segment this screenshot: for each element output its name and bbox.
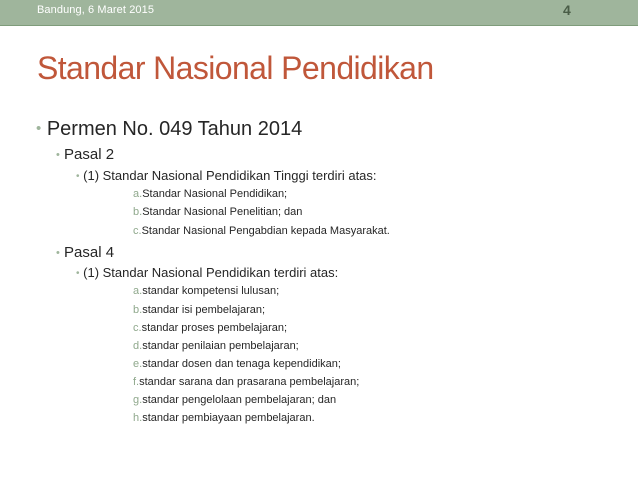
bullet-icon: • <box>56 149 60 161</box>
list-marker: c. <box>133 322 142 334</box>
list-item <box>133 188 287 200</box>
list-item <box>133 376 359 388</box>
page-number: 4 <box>563 2 571 18</box>
slide-title: Standar Nasional Pendidikan <box>37 50 434 86</box>
list-marker: f. <box>133 376 140 388</box>
list-text: standar kompetensi lulusan; <box>142 285 280 297</box>
list-marker: g. <box>133 394 143 406</box>
list-item <box>133 225 390 237</box>
list-marker: d. <box>133 340 143 352</box>
bullet-permen <box>36 118 302 141</box>
list-text: standar pengelolaan pembelajaran; dan <box>142 394 337 406</box>
bullet-text: (1) Standar Nasional Pendidikan terdiri atas: <box>83 265 339 280</box>
bullet-text: Pasal 2 <box>64 146 115 163</box>
list-text: Standar Nasional Pengabdian kepada Masyarakat. <box>141 225 390 237</box>
list-marker: b. <box>133 206 143 218</box>
list-text: Standar Nasional Penelitian; dan <box>142 206 303 218</box>
bullet-icon: • <box>76 171 80 182</box>
list-marker: b. <box>133 304 143 316</box>
list-item <box>133 340 299 352</box>
list-item <box>133 304 265 316</box>
list-text: standar isi pembelajaran; <box>142 304 266 316</box>
bullet-text: Pasal 4 <box>64 244 115 261</box>
list-marker: c. <box>133 225 142 237</box>
bullet-icon: • <box>56 247 60 259</box>
header-date: Bandung, 6 Maret 2015 <box>37 4 155 16</box>
bullet-text: Permen No. 049 Tahun 2014 <box>46 118 303 140</box>
header-divider <box>0 25 638 26</box>
list-item <box>133 285 279 297</box>
list-text: standar proses pembelajaran; <box>141 322 288 334</box>
bullet-pasal-4 <box>56 244 114 261</box>
list-text: Standar Nasional Pendidikan; <box>142 188 288 200</box>
list-text: standar penilaian pembelajaran; <box>142 340 299 352</box>
list-item <box>133 412 315 424</box>
bullet-icon: • <box>76 268 80 279</box>
list-marker: h. <box>133 412 143 424</box>
list-text: standar pembiayaan pembelajaran. <box>142 412 315 424</box>
bullet-pasal-4-ayat-1 <box>76 265 338 280</box>
list-marker: e. <box>133 358 143 370</box>
bullet-text: (1) Standar Nasional Pendidikan Tinggi terdiri atas: <box>83 168 377 183</box>
list-item <box>133 322 287 334</box>
bullet-pasal-2 <box>56 146 114 163</box>
list-text: standar sarana dan prasarana pembelajaran; <box>139 376 360 388</box>
list-item <box>133 394 336 406</box>
list-marker: a. <box>133 188 143 200</box>
list-marker: a. <box>133 285 143 297</box>
list-text: standar dosen dan tenaga kependidikan; <box>142 358 341 370</box>
list-item <box>133 358 341 370</box>
bullet-pasal-2-ayat-1 <box>76 168 377 183</box>
list-item <box>133 206 302 218</box>
bullet-icon: • <box>36 120 42 137</box>
